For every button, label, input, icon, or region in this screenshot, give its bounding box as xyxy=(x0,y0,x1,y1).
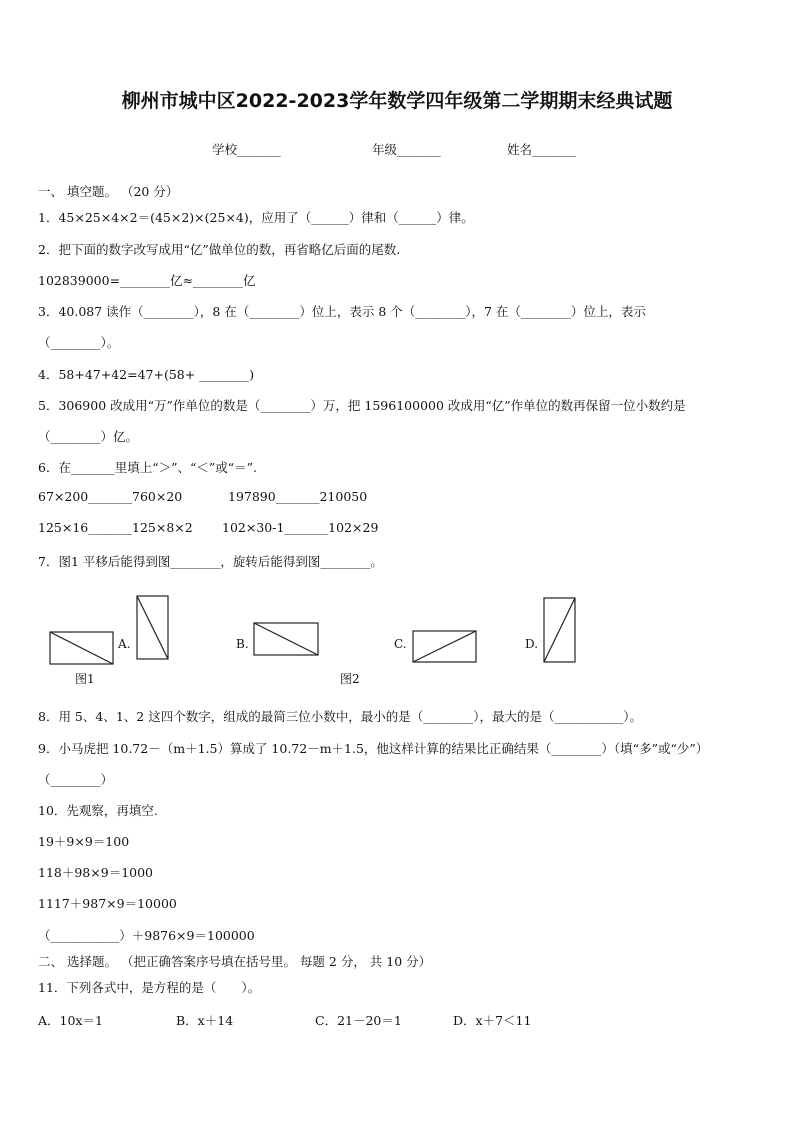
figure-d-shape xyxy=(544,598,575,662)
question-2: 2．把下面的数字改写成用“亿”做单位的数，再省略亿后面的尾数. xyxy=(38,242,401,257)
question-6-item-3: 125×16_______125×8×2 xyxy=(38,520,193,535)
figure-2-caption: 图2 xyxy=(340,672,360,686)
question-6-item-4: 102×30-1_______102×29 xyxy=(222,520,379,535)
question-9: 9．小马虎把 10.72－（m＋1.5）算成了 10.72－m＋1.5，他这样计算的结果比正确结果（________）（填“多”或“少”） xyxy=(38,741,709,756)
page-title: 柳州市城中区2022-2023学年数学四年级第二学期期末经典试题 xyxy=(121,90,673,112)
figure-1-shape xyxy=(50,632,113,664)
figure-a-shape xyxy=(137,596,168,659)
figure-1-caption: 图1 xyxy=(75,672,95,686)
question-3: 3．40.087 读作（________），8 在（________）位上，表示 8 个（________），7 在（________）位上，表示 xyxy=(38,304,646,319)
question-11-option-d: D．x＋7＜11 xyxy=(453,1013,532,1028)
question-6-item-2: 197890_______210050 xyxy=(228,489,368,504)
question-11-option-c: C．21－20＝1 xyxy=(315,1013,402,1028)
question-8: 8．用 5、4、1、2 这四个数字，组成的最简三位小数中，最小的是（________），最大的是（___________）。 xyxy=(38,709,642,724)
option-c-label: C. xyxy=(394,637,407,651)
name-field: 姓名_______ xyxy=(507,142,576,157)
option-b-label: B. xyxy=(236,637,249,651)
question-10: 10．先观察，再填空. xyxy=(38,803,158,818)
question-9-cont: （________） xyxy=(38,772,114,787)
figure-b-shape xyxy=(254,623,318,655)
question-11-option-a: A．10x＝1 xyxy=(38,1013,103,1028)
question-5: 5．306900 改成用“万”作单位的数是（________）万，把 1596100000 改成用“亿”作单位的数再保留一位小数约是 xyxy=(38,398,686,413)
question-10-line-3: 1117＋987×9＝10000 xyxy=(38,896,177,911)
question-5-cont: （________）亿。 xyxy=(38,429,139,444)
question-6: 6．在_______里填上“＞”、“＜”或“＝”. xyxy=(38,460,258,475)
section-2-heading: 二、 选择题。 （把正确答案序号填在括号里。 每题 2 分， 共 10 分） xyxy=(38,954,432,969)
option-d-label: D. xyxy=(525,637,539,651)
option-a-label: A. xyxy=(118,637,131,651)
figure-c-shape xyxy=(413,631,476,662)
question-4: 4．58+47+42=47+(58+ ________) xyxy=(38,367,255,382)
section-1-heading: 一、 填空题。 （20 分） xyxy=(38,184,179,199)
question-3-cont: （________）。 xyxy=(38,335,120,350)
question-2-line: 102839000=________亿≈________亿 xyxy=(38,273,256,288)
school-field: 学校_______ xyxy=(212,142,281,157)
question-7: 7．图1 平移后能得到图________，旋转后能得到图________。 xyxy=(38,554,383,569)
grade-field: 年级_______ xyxy=(372,142,441,157)
question-10-line-1: 19＋9×9＝100 xyxy=(38,834,130,849)
question-6-item-1: 67×200_______760×20 xyxy=(38,489,183,504)
question-10-line-4: （___________）＋9876×9＝100000 xyxy=(38,928,255,943)
question-11-option-b: B．x＋14 xyxy=(176,1013,234,1028)
question-11: 11．下列各式中，是方程的是（ ）。 xyxy=(38,980,261,995)
question-1: 1．45×25×4×2＝(45×2)×(25×4)，应用了（______）律和（______）律。 xyxy=(38,210,474,225)
question-10-line-2: 118＋98×9＝1000 xyxy=(38,865,154,880)
